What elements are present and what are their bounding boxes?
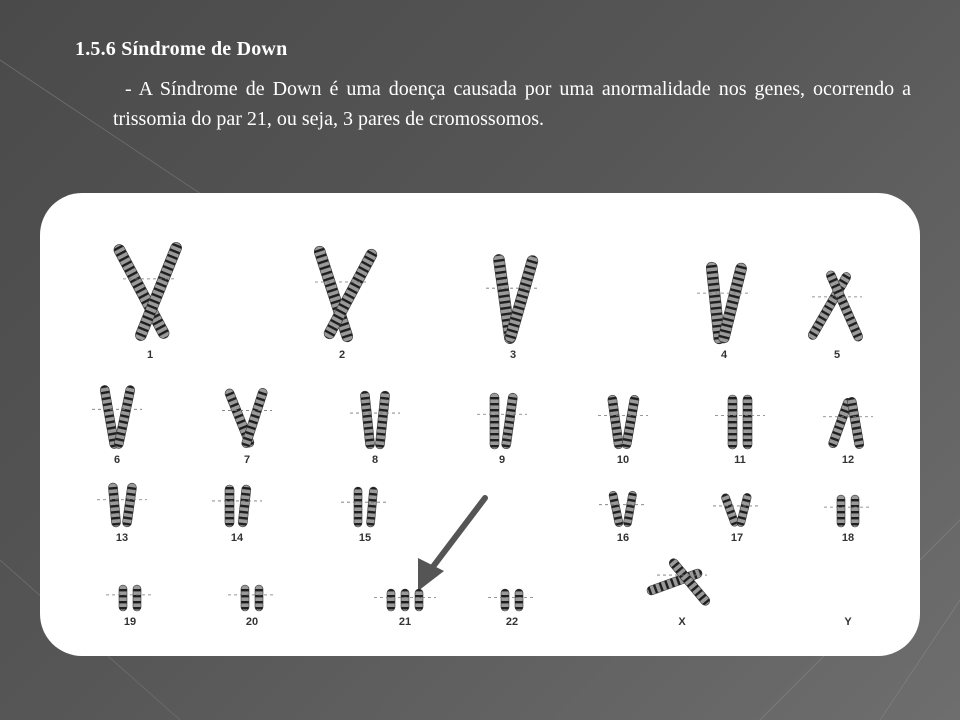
chromosome-label: 8 — [371, 454, 379, 466]
chromosome-18 — [824, 495, 872, 527]
arrow-icon — [418, 498, 485, 591]
chromosome-copy — [119, 585, 127, 611]
chromosome-label: 10 — [616, 454, 630, 466]
chromosome-11 — [715, 395, 765, 449]
chromosome-label: 22 — [505, 616, 519, 628]
chromosome-19 — [106, 585, 154, 611]
chromosome-copy — [133, 585, 141, 611]
karyotype-image — [40, 193, 920, 656]
chromosome-copy — [241, 387, 269, 449]
chromosome-copy — [515, 589, 523, 611]
chromosome-copy — [743, 395, 752, 449]
chromosome-x — [646, 557, 712, 607]
chromosome-copy — [607, 395, 623, 450]
chromosome-label: 9 — [498, 454, 506, 466]
chromosome-label: 1 — [146, 349, 154, 361]
chromosome-20 — [228, 585, 276, 611]
chromosome-13 — [97, 483, 147, 528]
chromosome-copy — [415, 589, 423, 611]
chromosome-10 — [598, 395, 648, 450]
chromosome-copy — [851, 495, 859, 527]
chromosome-label: 20 — [245, 616, 259, 628]
chromosome-copy — [728, 395, 737, 449]
chromosome-21 — [374, 589, 436, 611]
chromosome-label: 5 — [833, 349, 841, 361]
chromosome-label: 19 — [123, 616, 137, 628]
chromosome-2 — [313, 245, 379, 344]
chromosome-copy — [501, 589, 509, 611]
chromosome-copy — [108, 483, 121, 528]
chromosome-label: 18 — [841, 532, 855, 544]
chromosome-label: 11 — [734, 454, 746, 466]
chromosome-9 — [477, 393, 527, 450]
chromosome-5 — [807, 269, 864, 342]
chromosome-copy — [354, 487, 362, 527]
chromosome-14 — [212, 485, 262, 528]
slide-heading: 1.5.6 Síndrome de Down — [75, 38, 288, 60]
chromosome-copy — [490, 393, 499, 449]
chromosome-1 — [112, 241, 183, 342]
chromosome-4 — [697, 262, 751, 345]
chromosome-8 — [350, 391, 400, 450]
chromosome-copy — [122, 483, 137, 528]
chromosome-copy — [113, 385, 135, 449]
chromosome-copy — [847, 397, 865, 450]
chromosome-copy — [375, 391, 390, 450]
chromosome-16 — [599, 491, 647, 528]
chromosome-copy — [225, 485, 234, 527]
chromosome-3 — [486, 254, 540, 345]
chromosome-copy — [608, 491, 623, 528]
chromosome-label: 16 — [616, 532, 630, 544]
chromosome-copy — [501, 393, 518, 450]
chromosome-copy — [736, 493, 752, 528]
chromosome-copy — [621, 395, 639, 450]
chromosome-copy — [255, 585, 263, 611]
chromosome-copy — [717, 262, 748, 344]
chromosome-22 — [488, 589, 536, 611]
chromosome-copy — [401, 589, 409, 611]
chromosome-label: 4 — [720, 349, 728, 361]
karyotype-figure — [40, 193, 920, 656]
chromosome-15 — [341, 487, 389, 528]
chromosome-label: X — [678, 616, 686, 628]
chromosome-label: Y — [844, 616, 852, 628]
slide-paragraph: - A Síndrome de Down é uma doença causada por uma anormalidade nos genes, ocorrendo a trissomia do par 21, ou seja, 3 pares de cromossomos. — [113, 78, 911, 130]
chromosome-label: 14 — [230, 532, 244, 544]
chromosome-label: 7 — [243, 454, 251, 466]
chromosome-6 — [92, 385, 142, 450]
chromosome-copy — [238, 485, 251, 528]
chromosome-copy — [837, 495, 845, 527]
chromosome-label: 17 — [730, 532, 744, 544]
chromosome-copy — [360, 391, 375, 450]
chromosome-copy — [241, 585, 249, 611]
chromosome-label: 6 — [113, 454, 121, 466]
chromosome-label: 15 — [358, 532, 372, 544]
chromosome-copy — [623, 491, 637, 528]
chromosome-label: 21 — [398, 616, 412, 628]
chromosome-12 — [823, 397, 873, 450]
chromosome-7 — [222, 387, 272, 449]
chromosome-17 — [713, 493, 761, 528]
chromosome-copy — [387, 589, 395, 611]
chromosome-label: 12 — [841, 454, 855, 466]
chromosome-copy — [366, 487, 377, 528]
chromosome-label: 2 — [338, 349, 346, 361]
chromosome-label: 3 — [509, 349, 517, 361]
chromosome-label: 13 — [115, 532, 129, 544]
